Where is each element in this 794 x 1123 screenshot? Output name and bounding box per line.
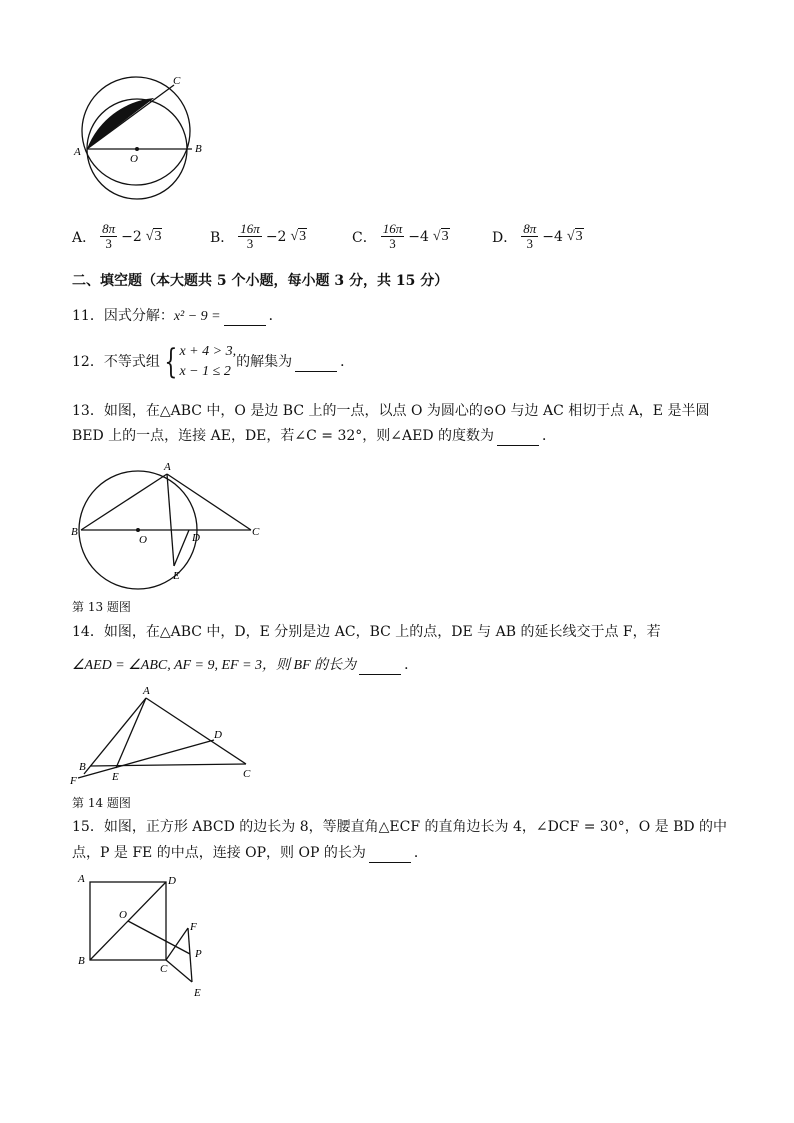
q12-system bbox=[179, 342, 236, 382]
q15-end: ． bbox=[413, 845, 428, 861]
fig15-label-p: P bbox=[195, 948, 202, 960]
q13-text: BED 上的一点，连接 AE，DE，若∠C = 32°，则∠AED 的度数为 bbox=[72, 428, 495, 444]
fig14-label-f: F bbox=[70, 775, 77, 787]
fig13-label-o: O bbox=[139, 534, 147, 546]
fig13-label-a: A bbox=[164, 461, 171, 473]
q12-end: ． bbox=[340, 354, 355, 370]
option-b-letter: B． bbox=[210, 229, 235, 246]
q11-prefix: 11．因式分解： bbox=[72, 308, 174, 324]
option-b bbox=[210, 222, 307, 251]
figure-q10 bbox=[66, 58, 216, 208]
option-d-sqrt: √3 bbox=[566, 228, 583, 244]
fig10-label-c: C bbox=[173, 75, 181, 87]
q13-end: ． bbox=[542, 428, 557, 444]
option-d-letter: D． bbox=[492, 229, 518, 246]
option-b-fraction: $\frac{16\pi}{3}$ bbox=[240, 221, 260, 251]
fig10-label-a: A bbox=[74, 146, 81, 158]
option-c bbox=[352, 222, 450, 251]
figure-q13 bbox=[66, 455, 266, 590]
fig15-label-f: F bbox=[190, 921, 197, 933]
q11-answer-blank[interactable] bbox=[224, 307, 266, 326]
fig15-label-a: A bbox=[78, 873, 85, 885]
question-14-line2 bbox=[72, 656, 418, 675]
question-13-line1: 13．如图，在△ABC 中，O 是边 BC 上的一点，以点 O 为圆心的⊙O 与边 AC 相切于点 A，E 是半圆 bbox=[72, 403, 710, 419]
q15-text: 点，P 是 FE 的中点，连接 OP，则 OP 的长为 bbox=[72, 845, 366, 861]
fig14-label-b: B bbox=[79, 761, 86, 773]
option-d bbox=[492, 222, 584, 251]
fig14-label-c: C bbox=[243, 768, 251, 780]
question-11 bbox=[72, 307, 283, 326]
question-15-line1: 15．如图，正方形 ABCD 的边长为 8，等腰直角△ECF 的直角边长为 4，∠DCF = 30°，O 是 BD 的中 bbox=[72, 819, 728, 835]
option-c-fraction: $\frac{16\pi}{3}$ bbox=[382, 221, 403, 251]
fig15-label-c: C bbox=[160, 963, 168, 975]
q13-caption: 第 13 题图 bbox=[72, 600, 131, 614]
fig14-label-d: D bbox=[214, 729, 222, 741]
figure-q14 bbox=[66, 682, 266, 792]
section-title: 二、填空题（本大题共 5 个小题，每小题 3 分，共 15 分） bbox=[72, 273, 449, 289]
option-b-tail: −2 bbox=[265, 228, 287, 245]
q12-line2: x − 1 ≤ 2 bbox=[179, 364, 231, 379]
q14-answer-blank[interactable] bbox=[359, 656, 401, 675]
q11-end: ． bbox=[268, 308, 283, 324]
fig13-label-e: E bbox=[173, 570, 180, 582]
option-c-sqrt: √3 bbox=[432, 228, 449, 244]
fig14-label-a: A bbox=[143, 685, 150, 697]
question-15-line2 bbox=[72, 844, 428, 863]
fig13-label-d: D bbox=[192, 532, 200, 544]
fig15-label-o: O bbox=[119, 909, 127, 921]
option-c-letter: C． bbox=[352, 229, 377, 246]
q14-text: ∠AED = ∠ABC, AF = 9, EF = 3，则 BF 的长为 bbox=[72, 658, 357, 673]
option-a-tail: −2 bbox=[121, 228, 142, 245]
option-a bbox=[72, 222, 162, 251]
fig15-label-e: E bbox=[194, 987, 201, 999]
fig13-label-c: C bbox=[252, 526, 260, 538]
q11-expression: x² − 9 = bbox=[173, 309, 221, 324]
q14-caption: 第 14 题图 bbox=[72, 796, 131, 810]
option-a-letter: A． bbox=[72, 229, 97, 246]
fig14-label-e: E bbox=[112, 771, 119, 783]
q12-suffix: 的解集为 bbox=[236, 354, 293, 370]
q12-brace: { bbox=[164, 342, 178, 382]
question-14-line1: 14．如图，在△ABC 中，D，E 分别是边 AC，BC 上的点，DE 与 AB 的延长线交于点 F，若 bbox=[72, 624, 661, 640]
q12-prefix: 12．不等式组 bbox=[72, 354, 160, 370]
fig15-label-b: B bbox=[78, 955, 85, 967]
fig15-label-d: D bbox=[168, 875, 176, 887]
q14-end: ． bbox=[404, 657, 419, 673]
figure-q15 bbox=[66, 868, 226, 1003]
option-a-sqrt: √3 bbox=[145, 228, 162, 244]
option-b-sqrt: √3 bbox=[290, 228, 307, 244]
fig10-label-o: O bbox=[130, 153, 138, 165]
option-a-fraction: $\frac{8\pi}{3}$ bbox=[102, 221, 116, 251]
q12-line1: x + 4 > 3, bbox=[179, 344, 237, 359]
q13-answer-blank[interactable] bbox=[497, 427, 539, 446]
option-d-fraction: $\frac{8\pi}{3}$ bbox=[523, 221, 537, 251]
question-12 bbox=[72, 340, 354, 384]
question-13-line2 bbox=[72, 427, 556, 446]
option-d-tail: −4 bbox=[542, 228, 563, 245]
fig13-label-b: B bbox=[71, 526, 78, 538]
option-c-tail: −4 bbox=[408, 228, 429, 245]
q10-options bbox=[72, 222, 632, 262]
fig10-label-b: B bbox=[195, 143, 202, 155]
q12-answer-blank[interactable] bbox=[295, 353, 337, 372]
q15-answer-blank[interactable] bbox=[369, 844, 411, 863]
